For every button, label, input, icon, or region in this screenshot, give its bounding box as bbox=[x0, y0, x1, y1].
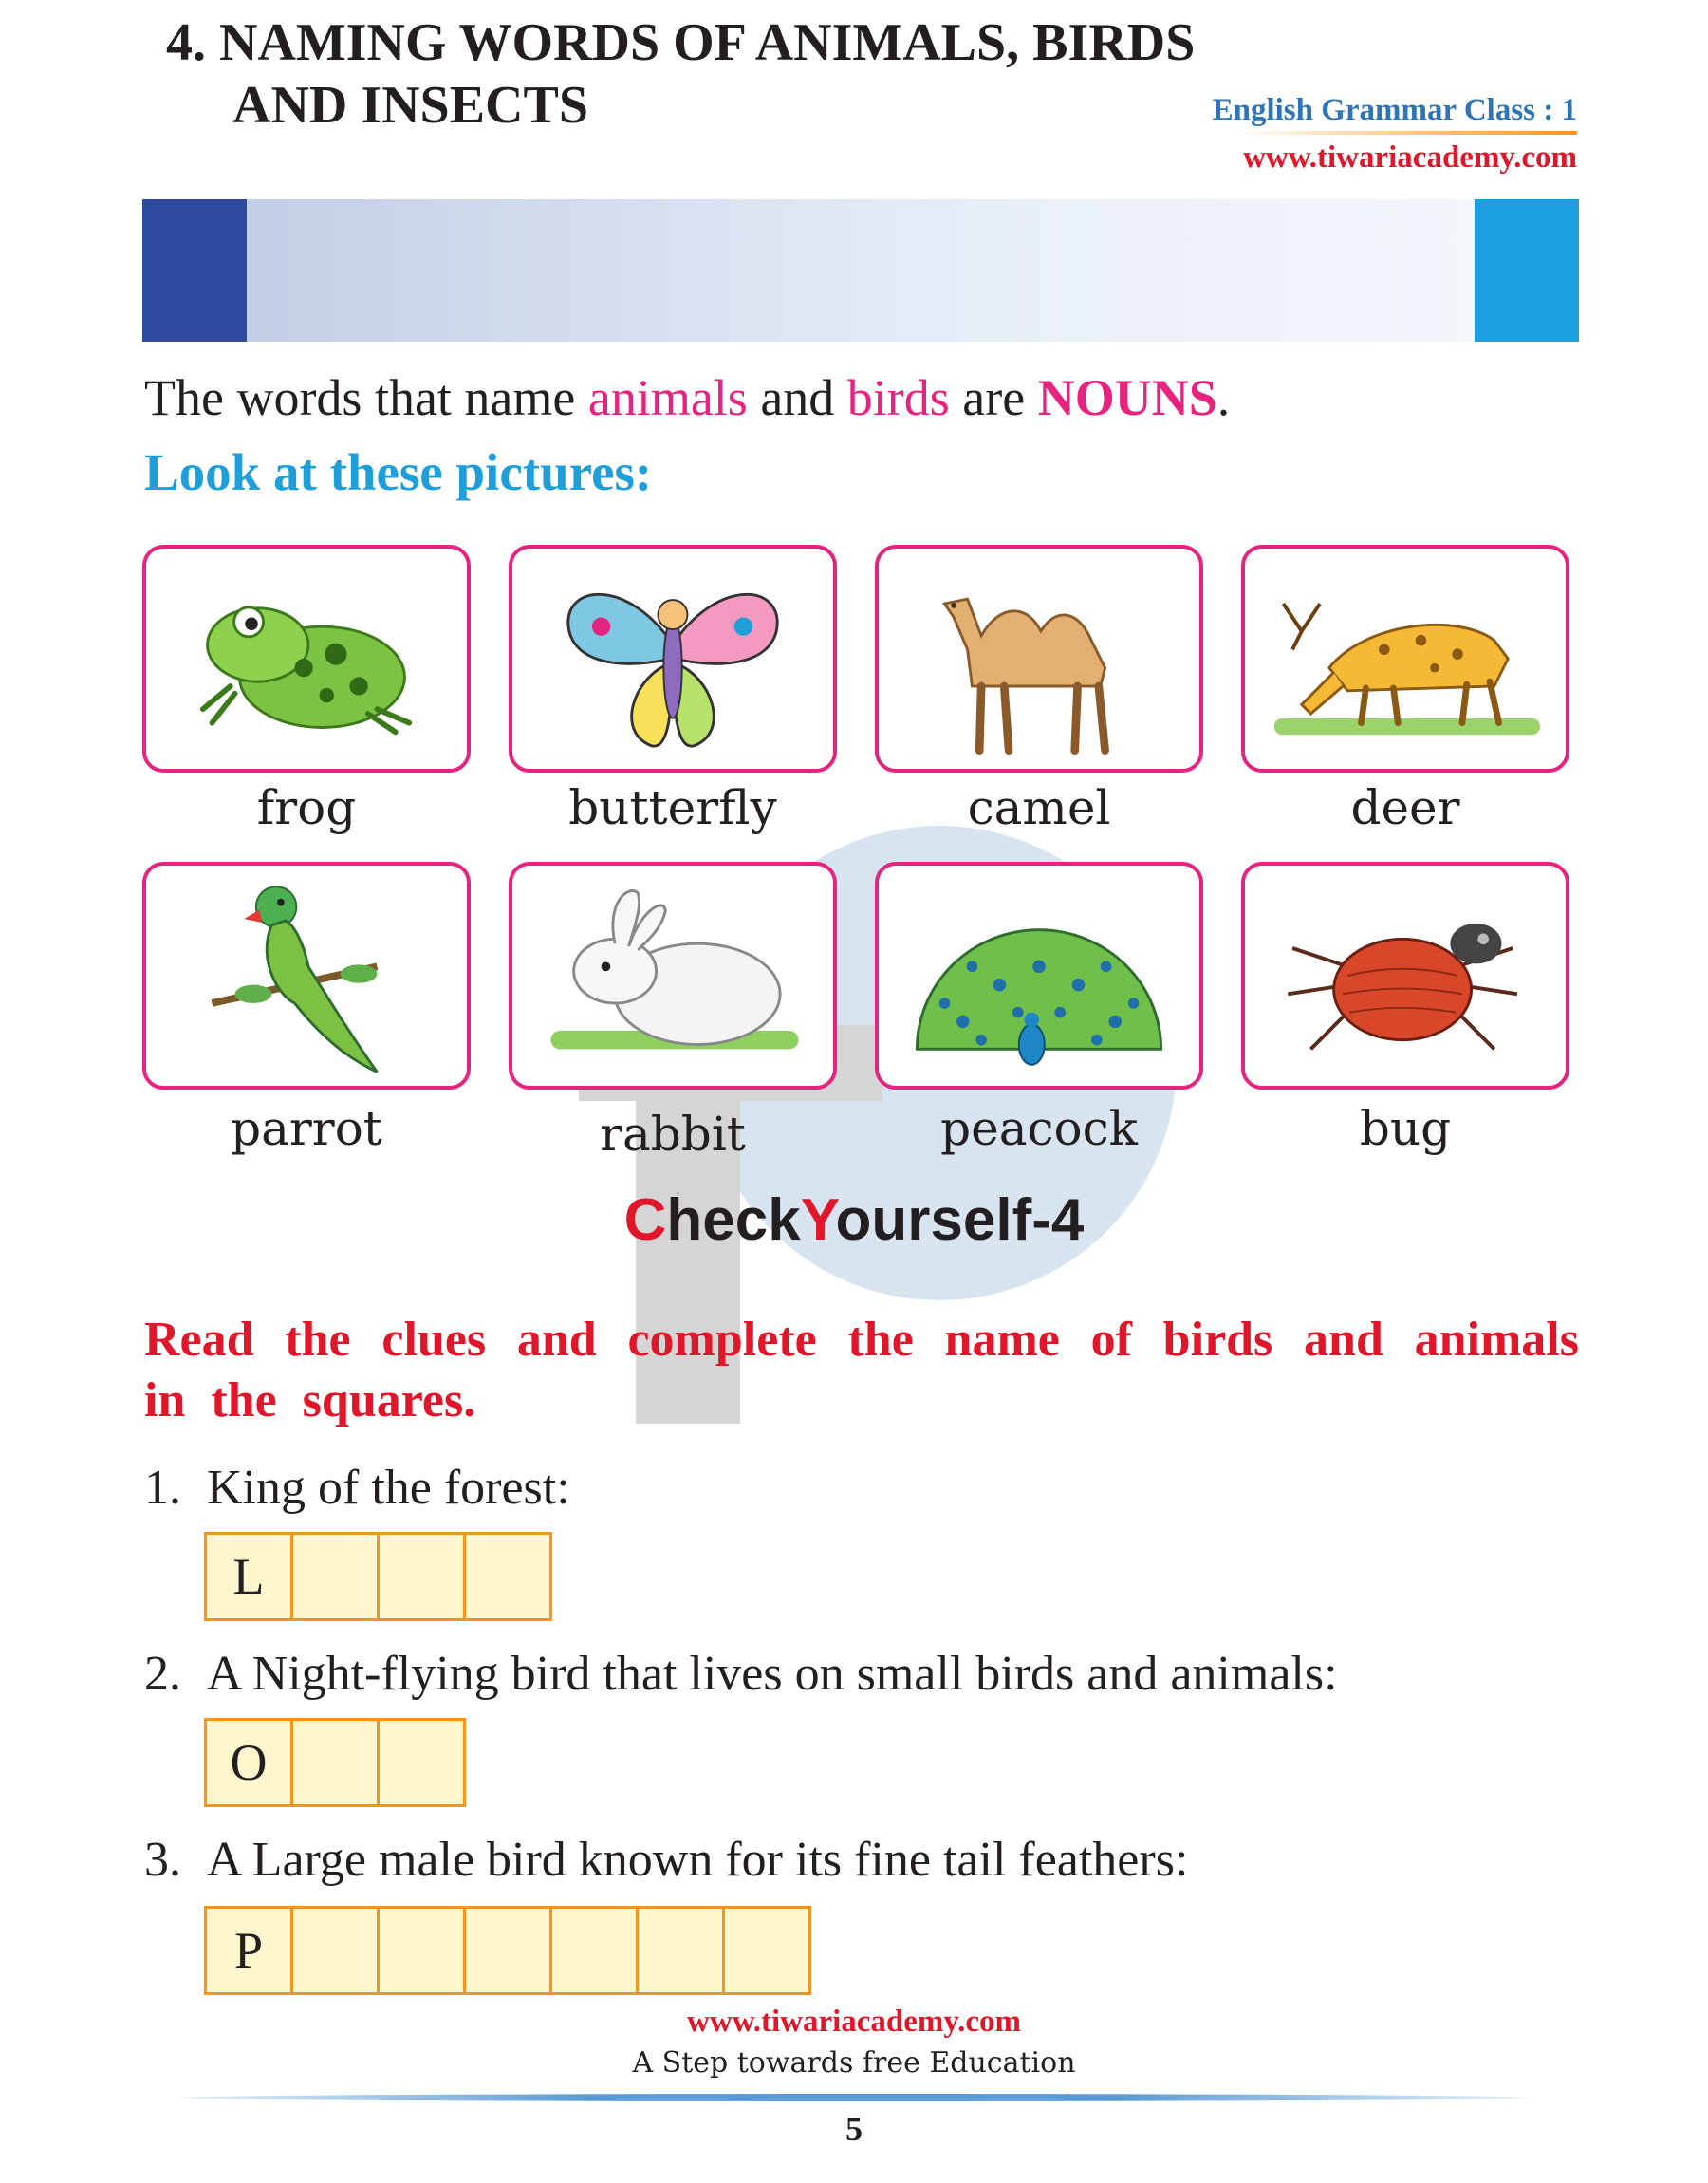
picture-card-deer bbox=[1241, 545, 1569, 773]
page-number: 5 bbox=[845, 2110, 863, 2148]
answer-boxes-2 bbox=[207, 1718, 466, 1807]
caption-bug: bug bbox=[1359, 1101, 1452, 1156]
butterfly-icon bbox=[512, 549, 833, 769]
picture-card-frog bbox=[142, 545, 471, 773]
picture-card-rabbit bbox=[509, 862, 837, 1090]
picture-card-peacock bbox=[875, 862, 1203, 1090]
question-2: 2. A Night-flying bird that lives on small birds and animals: bbox=[144, 1647, 1338, 1701]
banner-left-block bbox=[142, 199, 247, 342]
answer-box[interactable] bbox=[463, 1906, 552, 1995]
picture-card-parrot bbox=[142, 862, 471, 1090]
frog-icon bbox=[146, 549, 467, 769]
footer-url[interactable]: www.tiwariacademy.com bbox=[687, 2005, 1021, 2039]
caption-frog: frog bbox=[256, 780, 357, 835]
picture-card-camel bbox=[875, 545, 1203, 773]
intro-sentence: The words that name animals and birds are NOUNS. bbox=[144, 369, 1231, 426]
check-yourself-heading: CheckYourself-4 bbox=[623, 1187, 1085, 1253]
footer-tagline: A Step towards free Education bbox=[632, 2046, 1076, 2080]
answer-box: L bbox=[204, 1532, 293, 1621]
header-title: English Grammar Class : 1 bbox=[1212, 93, 1577, 127]
deer-icon bbox=[1245, 549, 1566, 769]
answer-box[interactable] bbox=[463, 1532, 552, 1621]
peacock-icon bbox=[879, 866, 1199, 1086]
answer-box[interactable] bbox=[377, 1532, 466, 1621]
caption-rabbit: rabbit bbox=[600, 1107, 746, 1162]
question-3: 3. A Large male bird known for its fine tail feathers: bbox=[144, 1833, 1189, 1887]
answer-box: P bbox=[204, 1906, 293, 1995]
camel-icon bbox=[879, 549, 1199, 769]
caption-peacock: peacock bbox=[940, 1101, 1138, 1156]
answer-box[interactable] bbox=[636, 1906, 725, 1995]
answer-box: O bbox=[204, 1718, 293, 1807]
question-1: 1. King of the forest: bbox=[144, 1461, 570, 1515]
answer-box[interactable] bbox=[290, 1718, 380, 1807]
answer-boxes-1 bbox=[207, 1532, 552, 1621]
picture-card-butterfly bbox=[509, 545, 837, 773]
banner-right-block bbox=[1475, 199, 1579, 342]
chapter-title: 4. NAMING WORDS OF ANIMALS, BIRDS AND INSECTS bbox=[166, 13, 1196, 135]
chapter-banner bbox=[142, 199, 1579, 342]
answer-box[interactable] bbox=[377, 1906, 466, 1995]
answer-box[interactable] bbox=[377, 1718, 466, 1807]
caption-butterfly: butterfly bbox=[568, 780, 777, 835]
answer-box[interactable] bbox=[290, 1906, 380, 1995]
answer-boxes-3 bbox=[207, 1906, 811, 1995]
rabbit-icon bbox=[512, 866, 833, 1086]
header-url[interactable]: www.tiwariacademy.com bbox=[1243, 140, 1577, 175]
picture-card-bug bbox=[1241, 862, 1569, 1090]
parrot-icon bbox=[146, 866, 467, 1086]
answer-box[interactable] bbox=[290, 1532, 380, 1621]
footer-divider bbox=[180, 2094, 1528, 2101]
answer-box[interactable] bbox=[722, 1906, 811, 1995]
look-heading: Look at these pictures: bbox=[144, 443, 653, 501]
bug-icon bbox=[1245, 866, 1566, 1086]
caption-parrot: parrot bbox=[231, 1101, 382, 1156]
exercise-instruction: Read the clues and complete the name of birds and animals in the squares. bbox=[144, 1313, 1579, 1427]
answer-box[interactable] bbox=[549, 1906, 639, 1995]
caption-camel: camel bbox=[967, 780, 1111, 835]
caption-deer: deer bbox=[1350, 780, 1460, 835]
